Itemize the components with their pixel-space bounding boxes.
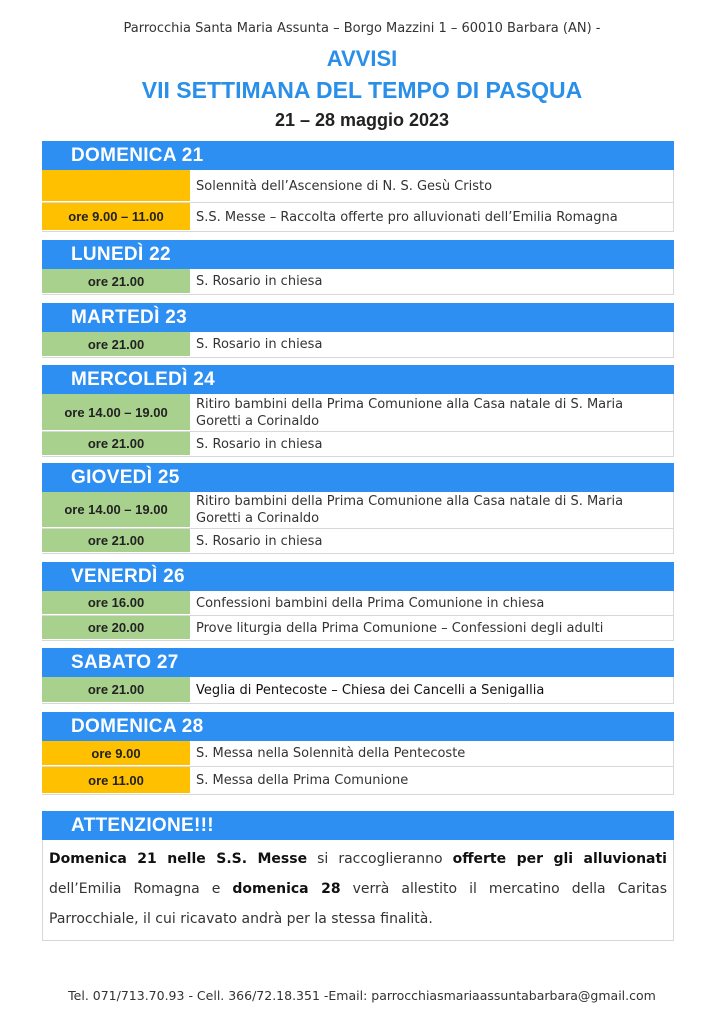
schedule-row <box>42 432 674 457</box>
day-header: DOMENICA 28 <box>42 712 674 741</box>
time-cell: ore 14.00 – 19.00 <box>42 394 190 431</box>
description-cell: Ritiro bambini della Prima Comunione alla Casa natale di S. Maria Goretti a Corinaldo <box>196 396 624 429</box>
notice-bold-3: offerte per gli alluvionati <box>452 851 667 867</box>
description-cell: S. Rosario in chiesa <box>196 337 323 352</box>
time-cell: ore 20.00 <box>42 616 190 640</box>
time-cell <box>42 170 190 202</box>
day-header: SABATO 27 <box>42 648 674 677</box>
schedule-row <box>42 170 674 203</box>
schedule-row <box>42 492 674 529</box>
time-cell: ore 16.00 <box>42 591 190 615</box>
day-section-lunedi-22 <box>42 240 674 295</box>
day-header: DOMENICA 21 <box>42 141 674 170</box>
schedule-row <box>42 269 674 295</box>
day-section-sabato-27 <box>42 648 674 704</box>
notice-bold-5: domenica 28 <box>232 881 341 897</box>
description-cell: Ritiro bambini della Prima Comunione alla Casa natale di S. Maria Goretti a Corinaldo <box>196 494 624 526</box>
time-cell: ore 11.00 <box>42 767 190 794</box>
description-cell: S. Rosario in chiesa <box>196 436 323 452</box>
schedule-row <box>42 677 674 704</box>
day-section-venerdi-26 <box>42 562 674 641</box>
time-cell: ore 21.00 <box>42 432 190 456</box>
day-section-domenica-21 <box>42 141 674 232</box>
notice-text-2: si raccoglieranno <box>307 851 453 867</box>
notice-section <box>42 811 674 941</box>
time-cell: ore 14.00 – 19.00 <box>42 492 190 528</box>
schedule-row <box>42 741 674 767</box>
notice-text-6: verrà allestito il mercatino della Caritas Parrocchiale, il cui ricavato andrà per la stessa finalità. <box>49 881 668 927</box>
schedule-row <box>42 616 674 641</box>
page-subtitle: VII SETTIMANA DEL TEMPO DI PASQUA <box>141 77 583 103</box>
schedule-row <box>42 203 674 232</box>
description-cell: S. Messa della Prima Comunione <box>196 773 409 788</box>
schedule-row <box>42 767 674 795</box>
description-cell: Solennità dell’Ascensione di N. S. Gesù Cristo <box>196 178 493 194</box>
footer-contacts: Tel. 071/713.70.93 - Cell. 366/72.18.351 -Email: parrocchiasmariaassuntabarbara@gmail.com <box>68 988 656 1003</box>
description-cell: S.S. Messe – Raccolta offerte pro alluvionati dell’Emilia Romagna <box>196 209 618 225</box>
description-cell: Veglia di Pentecoste – Chiesa dei Cancelli a Senigallia <box>196 682 545 698</box>
description-cell: S. Rosario in chiesa <box>196 274 323 289</box>
description-cell: Prove liturgia della Prima Comunione – Confessioni degli adulti <box>196 620 604 636</box>
time-cell: ore 21.00 <box>42 529 190 553</box>
description-cell: S. Messa nella Solennità della Pentecoste <box>196 746 466 761</box>
time-cell: ore 9.00 <box>42 741 190 766</box>
address-line: Parrocchia Santa Maria Assunta – Borgo Mazzini 1 – 60010 Barbara (AN) - <box>123 21 601 36</box>
description-cell: Confessioni bambini della Prima Comunione in chiesa <box>196 595 545 611</box>
day-section-giovedi-25 <box>42 463 674 554</box>
day-header: GIOVEDÌ 25 <box>42 463 674 492</box>
day-section-martedi-23 <box>42 303 674 358</box>
day-header: VENERDÌ 26 <box>42 562 674 591</box>
description-cell: S. Rosario in chiesa <box>196 533 323 549</box>
day-section-domenica-28 <box>42 712 674 795</box>
notice-header: ATTENZIONE!!! <box>42 811 674 840</box>
time-cell: ore 9.00 – 11.00 <box>42 203 190 231</box>
schedule-row <box>42 529 674 554</box>
day-header: MARTEDÌ 23 <box>42 303 674 332</box>
time-cell: ore 21.00 <box>42 269 190 294</box>
notice-text <box>42 840 674 941</box>
page-title: AVVISI <box>326 46 398 71</box>
notice-text-4: dell’Emilia Romagna e <box>49 881 233 897</box>
day-header: MERCOLEDÌ 24 <box>42 365 674 394</box>
schedule-row <box>42 332 674 358</box>
schedule-row <box>42 591 674 616</box>
schedule-row <box>42 394 674 432</box>
notice-bold-1: Domenica 21 nelle S.S. Messe <box>49 851 308 867</box>
time-cell: ore 21.00 <box>42 332 190 357</box>
day-section-mercoledi-24 <box>42 365 674 457</box>
date-range: 21 – 28 maggio 2023 <box>274 110 450 130</box>
time-cell: ore 21.00 <box>42 677 190 703</box>
day-header: LUNEDÌ 22 <box>42 240 674 269</box>
